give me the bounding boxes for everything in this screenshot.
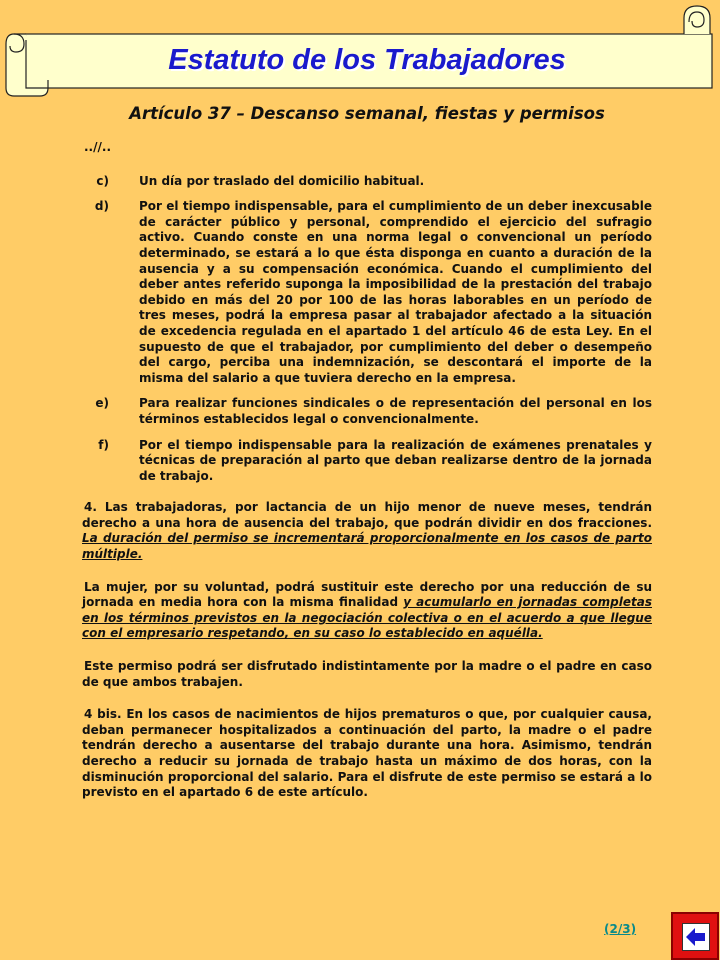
list-item — [82, 396, 652, 427]
list-item-text: Para realizar funciones sindicales o de representación del personal en los términos establecidos legal o convencionalmente. — [139, 396, 652, 426]
article-content — [82, 140, 652, 818]
list-item — [82, 438, 652, 485]
paragraph-4-bis: 4 bis. En los casos de nacimientos de hijos prematuros o que, por cualquier causa, deban permanecer hospitalizados a continuación del parto, la madre o el padre tendrán derecho a ausentarse del trabajo durante una hora. Asimismo, tendrán derecho a reducir su jornada de trabajo hasta un máximo de dos horas, con la disminución proporcional del salario. Para el disfrute de este permiso se estará a lo previsto en el apartado 6 de este artículo. — [82, 707, 652, 800]
continuation-marker: ..//.. — [84, 140, 111, 154]
list-item-text: Un día por traslado del domicilio habitual. — [139, 173, 425, 188]
list-item-label: d) — [94, 199, 109, 214]
paragraph-text: 4. Las trabajadoras, por lactancia de un hijo menor de nueve meses, tendrán derecho a una hora de ausencia del trabajo, que podrán dividir en dos fracciones. — [82, 500, 652, 530]
article-subtitle: Artículo 37 – Descanso semanal, fiestas y permisos — [129, 104, 605, 123]
paragraph-lactancia — [82, 500, 652, 562]
amended-text: y acumularlo en jornadas completas en los términos previstos en la negociación colectiva o en el acuerdo a que llegue con el empresario respetando, en su caso lo establecido en aquélla. — [82, 595, 652, 641]
list-item — [82, 174, 652, 190]
paragraph-reduccion-jornada — [82, 580, 652, 642]
back-button[interactable] — [671, 912, 719, 960]
page-title: Estatuto de los Trabajadores — [168, 44, 566, 76]
back-button-face — [682, 923, 710, 951]
paragraph-permiso-padre-madre: Este permiso podrá ser disfrutado indistintamente por la madre o el padre en caso de que ambos trabajen. — [82, 659, 652, 689]
list-item-label: c) — [96, 173, 109, 188]
amended-text: La duración del permiso se incrementará proporcionalmente en los casos de parto múltiple. — [82, 531, 652, 562]
list-item-label: e) — [95, 396, 109, 411]
list-item-text: Por el tiempo indispensable para la realización de exámenes prenatales y técnicas de preparación al parto que deban realizarse dentro de la jornada de trabajo. — [139, 437, 652, 483]
list-item-label: f) — [98, 437, 109, 452]
arrow-left-icon — [683, 924, 709, 950]
page-indicator-link[interactable]: (2/3) — [604, 922, 637, 936]
paragraph-text: La mujer, por su voluntad, podrá sustituir este derecho por una reducción de su jornada en media hora con la misma finalidad — [82, 579, 652, 610]
list-item — [82, 199, 652, 386]
list-item-text: Por el tiempo indispensable, para el cumplimiento de un deber inexcusable de carácter público y personal, comprendido el ejercicio del sufragio activo. Cuando conste en una norma legal o convencional un período determinado, se estará a lo que ésta disponga en cuanto a duración de la ausencia y a su compensación económica. Cuando el cumplimiento del deber antes referido suponga la imposibilidad de la prestación del trabajo debido en más del 20 por 100 de las horas laborables en un período de tres meses, podrá la empresa pasar al trabajador afectado a la situación de excedencia regulada en el apartado 1 del artículo 46 de esta Ley. En el supuesto de que el trabajador, por cumplimiento del deber o desempeño del cargo, perciba una indemnización, se descontará el importe de la misma del salario a que tuviera derecho en la empresa. — [139, 199, 652, 385]
